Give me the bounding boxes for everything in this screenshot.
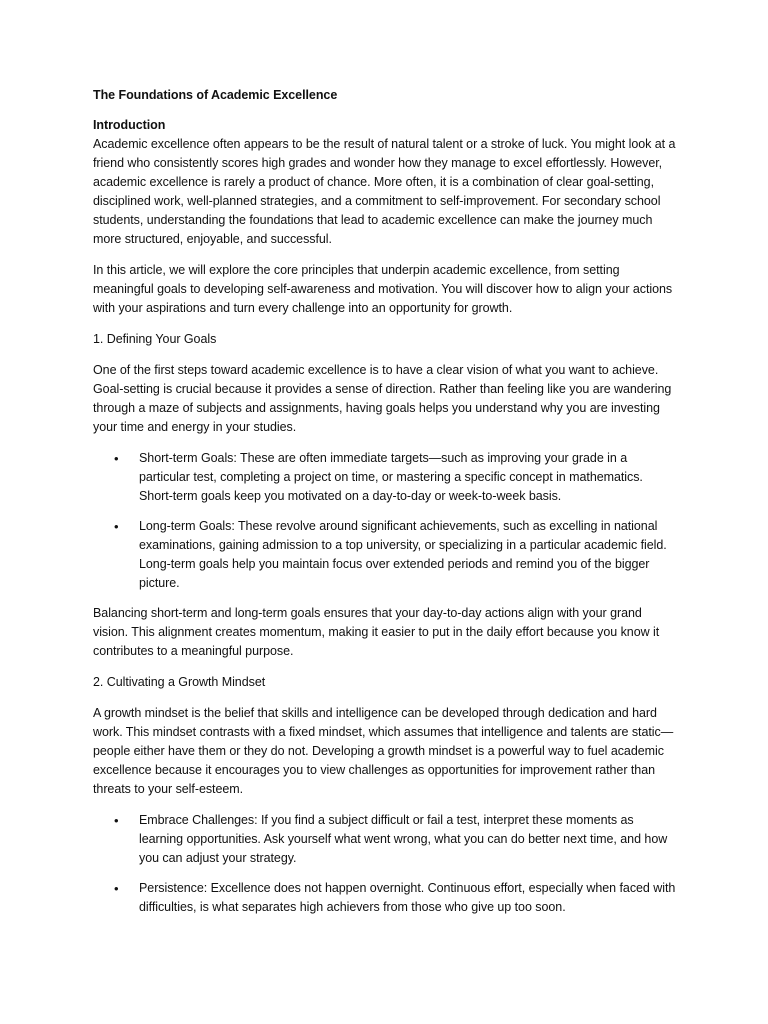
list-item xyxy=(93,879,678,917)
document-page xyxy=(93,86,678,928)
document-title: The Foundations of Academic Excellence xyxy=(93,88,338,102)
section-paragraph-growth-mindset: A growth mindset is the belief that skills and intelligence can be developed through dedication and hard work. This mindset contrasts with a fixed mindset, which assumes that intelligence and talents are static—people either have them or they do not. Developing a growth mindset is a powerful way to fuel academic excellence because it encourages you to view challenges as opportunities for improvement rather than threats to your self-esteem. xyxy=(93,706,674,796)
bullet-icon xyxy=(114,449,124,469)
list-item-text: Persistence: Excellence does not happen overnight. Continuous effort, especially when faced with difficulties, is what separates high achievers from those who give up too soon. xyxy=(139,881,676,914)
section-heading-growth-mindset: 2. Cultivating a Growth Mindset xyxy=(93,675,266,689)
intro-paragraph: Academic excellence often appears to be the result of natural talent or a stroke of luck. You might look at a friend who consistently scores high grades and wonder how they manage to excel effortlessly. However, academic excellence is rarely a product of chance. More often, it is a combination of clear goal-setting, disciplined work, well-planned strategies, and a commitment to self-improvement. For secondary school students, understanding the foundations that lead to academic excellence can make the journey much more structured, enjoyable, and successful. xyxy=(93,137,676,246)
list-item xyxy=(93,517,678,593)
list-item xyxy=(93,811,678,868)
list-item-text: Short-term Goals: These are often immediate targets—such as improving your grade in a particular test, completing a project on time, or mastering a specific concept in mathematics. Short-term goals keep you motivated on a day-to-day or week-to-week basis. xyxy=(139,451,643,503)
section-heading-goals: 1. Defining Your Goals xyxy=(93,332,217,346)
bullet-list-goals xyxy=(93,449,678,593)
section-paragraph-goals: One of the first steps toward academic excellence is to have a clear vision of what you want to achieve. Goal-setting is crucial because it provides a sense of direction. Rather than feeling like you are wandering through a maze of subjects and assignments, having goals helps you understand why you are investing your time and energy in your studies. xyxy=(93,363,672,434)
bullet-icon xyxy=(114,811,124,831)
bullet-icon xyxy=(114,517,124,537)
overview-paragraph: In this article, we will explore the core principles that underpin academic excellence, from setting meaningful goals to developing self-awareness and motivation. You will discover how to align your actions with your aspirations and turn every challenge into an opportunity for growth. xyxy=(93,263,673,315)
section-closing-goals: Balancing short-term and long-term goals ensures that your day-to-day actions align with your grand vision. This alignment creates momentum, making it easier to put in the daily effort because you know it contributes to a meaningful purpose. xyxy=(93,606,660,658)
bullet-icon xyxy=(114,879,124,899)
list-item-text: Embrace Challenges: If you find a subject difficult or fail a test, interpret these moments as learning opportunities. Ask yourself what went wrong, what you can do better next time, and how you can adjust your strategy. xyxy=(139,813,668,865)
intro-heading: Introduction xyxy=(93,118,166,132)
bullet-list-growth-mindset xyxy=(93,811,678,917)
list-item-text: Long-term Goals: These revolve around significant achievements, such as excelling in national examinations, gaining admission to a top university, or specializing in a particular academic field. Long-term goals help you maintain focus over extended periods and remind you of the bigger picture. xyxy=(139,519,667,590)
list-item xyxy=(93,449,678,506)
